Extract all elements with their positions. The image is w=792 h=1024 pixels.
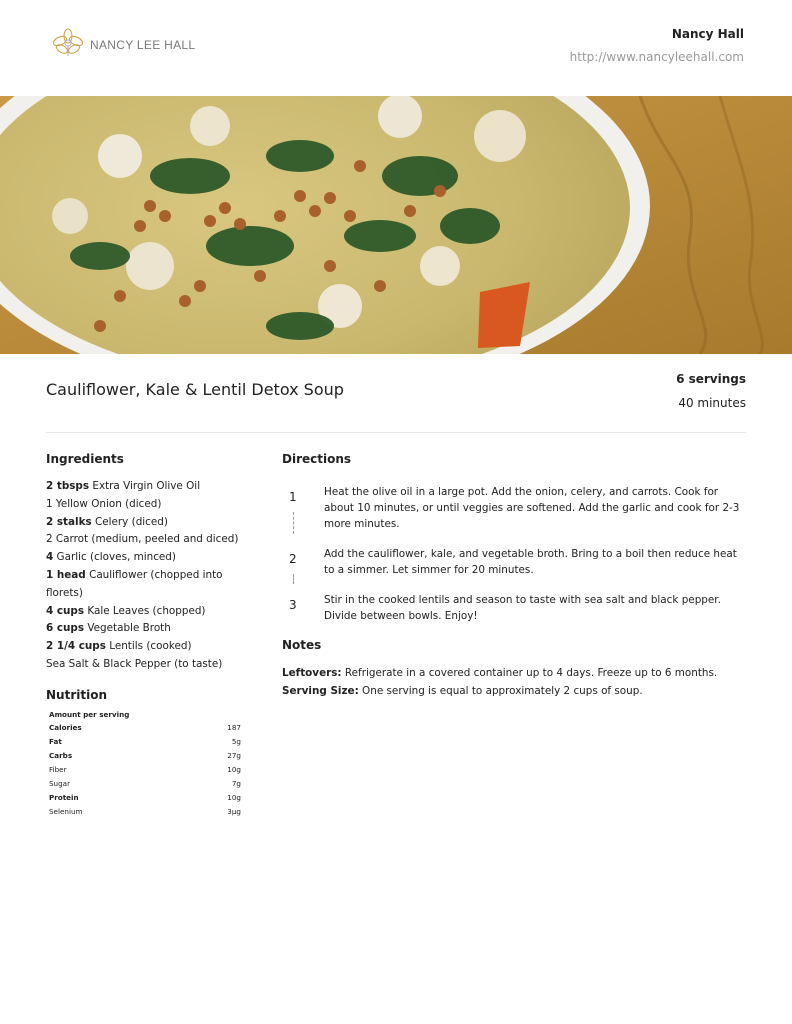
ingredients-list xyxy=(46,478,256,674)
table-row xyxy=(49,763,241,777)
step-number: 1 xyxy=(289,490,297,504)
ingredient-name: Celery (diced) xyxy=(94,515,168,528)
nutrient-label: Protein xyxy=(49,793,79,803)
hero-image xyxy=(0,96,792,354)
nutrient-value: 5g xyxy=(231,737,241,747)
ingredient-name: Cauliflower (chopped into florets) xyxy=(46,568,223,599)
note-label: Serving Size: xyxy=(282,685,359,697)
list-item xyxy=(46,638,256,656)
author-url[interactable]: http://www.nancyleehall.com xyxy=(569,50,744,64)
step-connector xyxy=(293,574,295,584)
recipe-title: Cauliflower, Kale & Lentil Detox Soup xyxy=(46,380,344,399)
ingredient-qty: 2 stalks xyxy=(46,515,92,528)
ingredient-name: Kale Leaves (chopped) xyxy=(87,604,206,617)
table-row xyxy=(49,791,241,805)
nutrition-amount-label: Amount per serving xyxy=(49,709,130,719)
nutrient-label: Fat xyxy=(49,737,62,747)
list-item xyxy=(46,514,256,532)
note-text: One serving is equal to approximately 2 cups of soup. xyxy=(358,685,643,697)
brand-name: NANCY LEE HALL xyxy=(90,38,196,52)
flower-logo-icon xyxy=(50,28,86,62)
step-text: Stir in the cooked lentils and season to taste with sea salt and black pepper. Divide between bowls. Enjoy! xyxy=(324,594,721,622)
step-number: 3 xyxy=(289,598,297,612)
nutrient-value: 10g xyxy=(227,793,241,803)
table-row xyxy=(49,721,241,735)
ingredient-name: 1 Yellow Onion (diced) xyxy=(46,497,162,510)
divider xyxy=(46,432,746,433)
table-row xyxy=(49,749,241,763)
right-column xyxy=(282,452,746,700)
nutrient-value: 10g xyxy=(227,765,241,775)
list-item xyxy=(46,656,256,674)
nutrient-value: 7g xyxy=(231,779,241,789)
step-number: 2 xyxy=(289,552,297,566)
ingredient-name: Vegetable Broth xyxy=(87,622,171,635)
left-column xyxy=(46,452,256,819)
ingredient-qty: 4 xyxy=(46,551,54,564)
nutrient-label: Selenium xyxy=(49,807,83,817)
total-time: 40 minutes xyxy=(678,396,746,410)
ingredient-name: 2 Carrot (medium, peeled and diced) xyxy=(46,533,239,546)
note-text: Refrigerate in a covered container up to 4 days. Freeze up to 6 months. xyxy=(341,667,718,679)
ingredient-qty: 6 cups xyxy=(46,622,85,635)
step-connector xyxy=(293,512,295,534)
ingredient-name: Lentils (cooked) xyxy=(109,640,192,653)
direction-step xyxy=(282,546,746,578)
notes-heading: Notes xyxy=(282,638,322,652)
directions-heading: Directions xyxy=(282,452,352,466)
list-item xyxy=(46,549,256,567)
nutrition-heading: Nutrition xyxy=(46,687,107,702)
ingredient-name: Extra Virgin Olive Oil xyxy=(92,480,201,492)
ingredient-qty: 2 1/4 cups xyxy=(46,640,106,653)
direction-step xyxy=(282,592,746,624)
direction-step xyxy=(282,484,746,532)
table-row xyxy=(49,777,241,791)
ingredient-name: Garlic (cloves, minced) xyxy=(56,551,176,564)
step-text: Heat the olive oil in a large pot. Add the onion, celery, and carrots. Cook for about 10 minutes, or until veggies are softened. Add the garlic and cook for 2-3 more minutes. xyxy=(324,486,740,530)
nutrient-value: 3µg xyxy=(227,807,241,817)
ingredient-qty: 1 head xyxy=(46,568,86,581)
ingredient-name: Sea Salt & Black Pepper (to taste) xyxy=(46,657,223,670)
soup-photo xyxy=(0,96,792,354)
table-row xyxy=(49,805,241,819)
list-item xyxy=(46,603,256,621)
nutrient-value: 187 xyxy=(227,723,241,733)
nutrient-label: Calories xyxy=(49,723,82,733)
list-item xyxy=(46,496,256,514)
nutrient-label: Carbs xyxy=(49,751,73,761)
page-header xyxy=(0,0,792,96)
nutrient-value: 27g xyxy=(227,751,241,761)
list-item xyxy=(46,567,256,603)
brand-logo[interactable] xyxy=(50,28,195,62)
note-item xyxy=(282,664,746,682)
table-row xyxy=(49,735,241,749)
nutrient-label: Sugar xyxy=(49,779,71,789)
nutrient-label: Fiber xyxy=(49,765,67,775)
ingredient-qty: 2 tbsps xyxy=(46,480,90,492)
list-item xyxy=(46,620,256,638)
ingredients-heading: Ingredients xyxy=(46,452,124,466)
note-item xyxy=(282,682,746,700)
note-label: Leftovers: xyxy=(282,667,342,679)
list-item xyxy=(46,531,256,549)
servings: 6 servings xyxy=(676,372,746,386)
nutrition-table xyxy=(49,721,241,819)
author-name: Nancy Hall xyxy=(671,27,744,41)
step-text: Add the cauliflower, kale, and vegetable broth. Bring to a boil then reduce heat to a simmer. Let simmer for 20 minutes. xyxy=(324,548,737,576)
list-item xyxy=(46,478,256,496)
ingredient-qty: 4 cups xyxy=(46,604,85,617)
